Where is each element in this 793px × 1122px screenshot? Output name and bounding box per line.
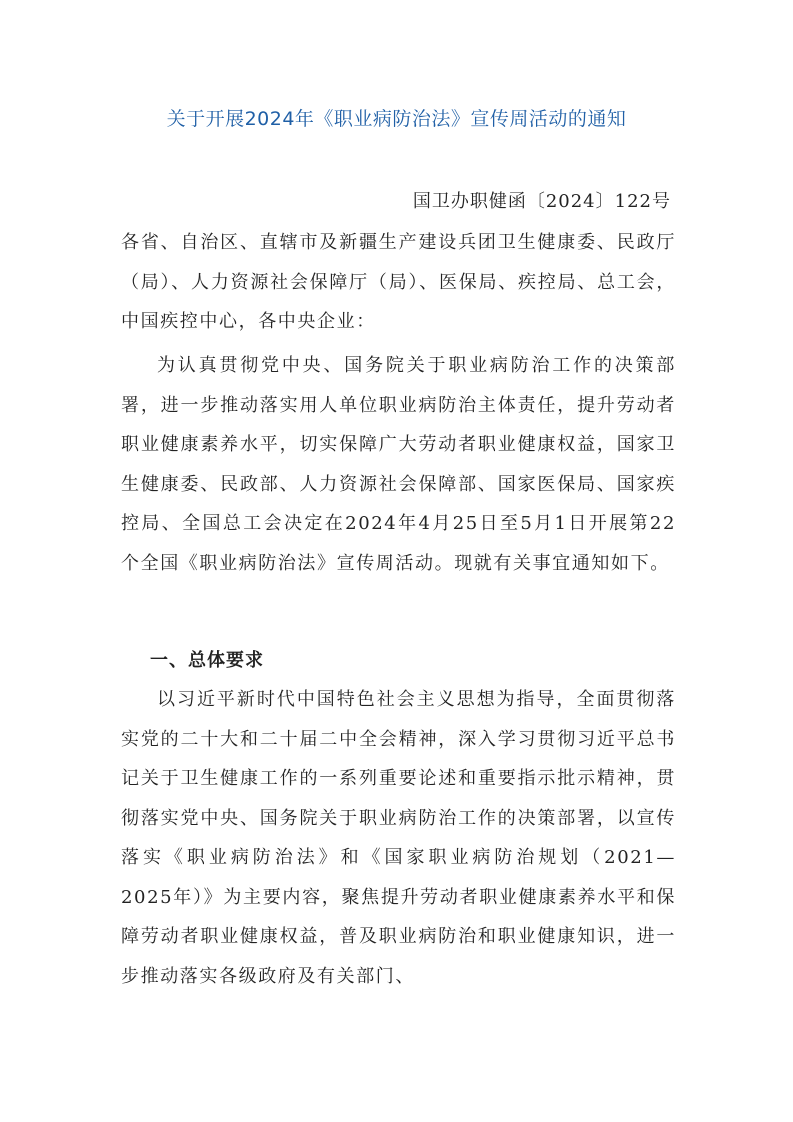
section-heading: 一、总体要求 [150, 650, 264, 671]
addressee-paragraph: 各省、自治区、直辖市及新疆生产建设兵团卫生健康委、民政厅（局）、人力资源社会保障厅（局）、医保局、疾控局、总工会，中国疾控中心，各中央企业： [121, 232, 676, 332]
document-title: 关于开展2024年《职业病防治法》宣传周活动的通知 [166, 108, 627, 130]
intro-paragraph: 为认真贯彻党中央、国务院关于职业病防治工作的决策部署，进一步推动落实用人单位职业病防治主体责任，提升劳动者职业健康素养水平，切实保障广大劳动者职业健康权益，国家卫生健康委、民政部、人力资源社会保障部、国家医保局、国家疾控局、全国总工会决定在2024年4月25日至5月1日开展第22个全国《职业病防治法》宣传周活动。现就有关事宜通知如下。 [121, 355, 676, 574]
section-paragraph: 以习近平新时代中国特色社会主义思想为指导，全面贯彻落实党的二十大和二十届二中全会精神，深入学习贯彻习近平总书记关于卫生健康工作的一系列重要论述和重要指示批示精神，贯彻落实党中央、国务院关于职业病防治工作的决策部署，以宣传落实《职业病防治法》和《国家职业病防治规划（2021—2025年）》为主要内容，聚焦提升劳动者职业健康素养水平和保障劳动者职业健康权益，普及职业病防治和职业健康知识，进一步推动落实各级政府及有关部门、 [121, 689, 676, 987]
document-number: 国卫办职健函〔2024〕122号 [412, 191, 671, 212]
